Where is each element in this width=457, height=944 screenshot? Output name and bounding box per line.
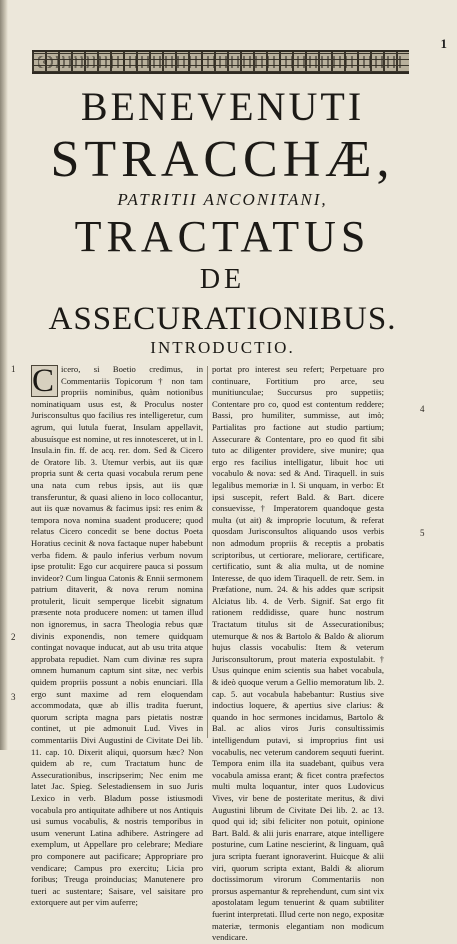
- ornamental-headpiece: [32, 50, 409, 74]
- margin-note: 5: [420, 528, 425, 538]
- title-tractatus: TRACTATUS: [74, 212, 371, 261]
- page-spine-shadow: [0, 0, 8, 750]
- title-subject: ASSECURATIONIBUS.: [48, 301, 397, 337]
- title-surname: STRACCHÆ,: [50, 131, 395, 188]
- title-patrician: PATRITII ANCONITANI,: [117, 190, 328, 209]
- text-column-right: [212, 364, 384, 943]
- margin-note: 3: [11, 692, 16, 702]
- margin-note: 2: [11, 632, 16, 642]
- margin-note: 4: [420, 404, 425, 414]
- title-de: DE: [199, 264, 246, 295]
- body-paragraph: Cicero, si Boetio credimus, in Commentariis Topicorum † non tam propriis nominibus, quàm notionibus nominatiquam usus est, & Proculus noster Jurisconsultus quo facilius res intelligeretur, cum agrum, qui lutula fuerat, Insulam appellavit, abusuísque est nomine, ut res innotesceret, ut in l. Insula.in fin. ff. de acq. rer. dom. Sed & Cicero de Oratore lib. 3. Utemur verbis, aut iis quæ propria sunt & certa quasi vocabula rerum pene una nata cum rebus ipsis, aut iis quæ transferuntur, & quasi alieno in loco collocantur, aut iis quæ novamus & facimus ipsi: res enim & tempora nova nomina suadent producere; quod relatus Cicero concedit se bene doctus Poeta Horatius cecinit & nova factaque nuper habebunt verba fidem. & paulo inferius verbum novum ipse protulit: Ego cur acquirere pauca si possum invideor? Cum lingua Catonis & Ennii sermonem patrium ditaverit, & nova rerum nomina protulerit, licuit semperque licebit signatum præsente nota producere nomen: ut tamen illud non ignoremus, in sacra Theologia rebus quæ divinis exponendis, non temere quidquam contingat novaque inducat, aut ab usu trita atque approbata repudiet. Nam cum divinæ res supra omnem humanum captum sint sitæ, nec verbis quidem propriis possunt a nobis enunciari. Illa ergo sunt maxime ad rem eloquendam accommodata, quæ ab illis tradita fuerunt, quorum scripta magna pars pietatis nostræ continet, ut pie admonuit Lud. Vives in commentariis Divi Augustini de Civitate Dei lib. 11. cap. 10. Dixerit aliqui, quorsum hæc? Non quidem ab re, cum Tractatum hunc de Assecurationibus, inscripserim; Nec enim me latet Jac. Spieg. Selestadiensem in suo Juris Lexico in verb. Bladum posse istiusmodi vocabula pro antiquitate adhibere ut nos Antiquis usi sumus vocabulis, & nostris temporibus in usum venerunt Latina adhibere. Astringere ad exemplum, ut Appellare pro celebrare; Mediare pro componere aut pacificare; Appropriare pro vendicare; Campus pro exercitu; Licia pro foribus; Treuga proinducias; Manutenere pro tueri ac sustentare; Saisare, vel saisitare pro extorquere aut per vim auferre;: [31, 363, 203, 908]
- section-heading-introductio: INTRODUCTIO.: [150, 338, 295, 357]
- column-divider: [207, 366, 208, 738]
- title-author: BENEVENUTI: [80, 84, 365, 129]
- body-paragraph: portat pro interest seu refert; Perpetuare pro continuare, Fortitium pro arce, seu munitiunculae; Succursus pro suppetiis; Contentare pro co, quod est contentum reddere; Bassi, pro humiliter, summisse, aut imò; Partialitas pro factione aut studio partium; Assecurare & Contentare, pro eo quod fit sibi tuto ac diligenter providere, sive munire; qua ergo res facilius intelligatur, libuit hoc uti vocabulo & nova: sed & And. Tiraquell. in suis legalibus memoriæ in l. Si unquam, in verbo: Et ipsi suscepit, refert Bald. & Bart. dicere consuevisse, † Imperatorem quandoque gesta multa (ut ait) & improprie locutum, & referat quosdam Jurisconsultos aliquando usos verbis non admodum propriis & receptis a probatis scriptoribus, ut certiorare, meliorare, certificare, certificatio, sunt & alia multa, ut de nomine Interesse, de quo idem Tiraquell. de retr. Sem. in Præfatione, num. 24. & his addes quæ scripsit Alciatus lib. 4. de Verb. Signif. Sat ergo fit rationem reddidisse, quare hunc nostrum Tractatum titulus sit de Assecurationibus; utemurque & nos & Bartolo & Baldo & aliorum hujus classis vocabulis: Item & veterum Jurisconsultorum, prout materia expostulabit. † Usus quinque enim scientis sua habet vocabula, & ideò quoque verum a Gellio memoratum lib. 2. cap. 5. aut vocabula habebantur: Rustius sive indoctius loquere, & apertius sive clarius: & quando in hoc sermones incidamus, Bartolo & Bal. ac alios viros Juris consultissimis intelligendum putavi, si improprius fint usi vocabulis, nec veterum candorem sequuti fuerint. Tempora enim illa ita suadebant, quibus vera vocabula amissa erant; & ficet contra præfectos multi multa loquantur, inter quos Ludovicus Vives, vir bene de posteritate meritus, & divi Augustini librum de Civitate Dei lib. 2. ac 13. quod qui id; sibi feliciter non potuit, opinione Bart. Bald. & alii juris enarrare, atque intelligere posturine, cum Latine nescierint, & linguam, quâ jura scripta fuerant ignoraverint. Huicque & alii viri, quorum scripta extant, Baldi & aliorum doctissimorum virorum Commentariis non prorsus aspernantur & reprehendunt, cum sint vix apostolatam legum tenuerint & quam subtiliter fuerint interpretati. Illud certe non nego, expositæ materiæ, termonis elegantiam non modicum vendicare.: [212, 364, 384, 943]
- page-number: 1: [440, 36, 447, 51]
- headpiece-pattern: [38, 56, 403, 68]
- margin-note: 1: [11, 364, 16, 374]
- text-column-left: [31, 363, 203, 908]
